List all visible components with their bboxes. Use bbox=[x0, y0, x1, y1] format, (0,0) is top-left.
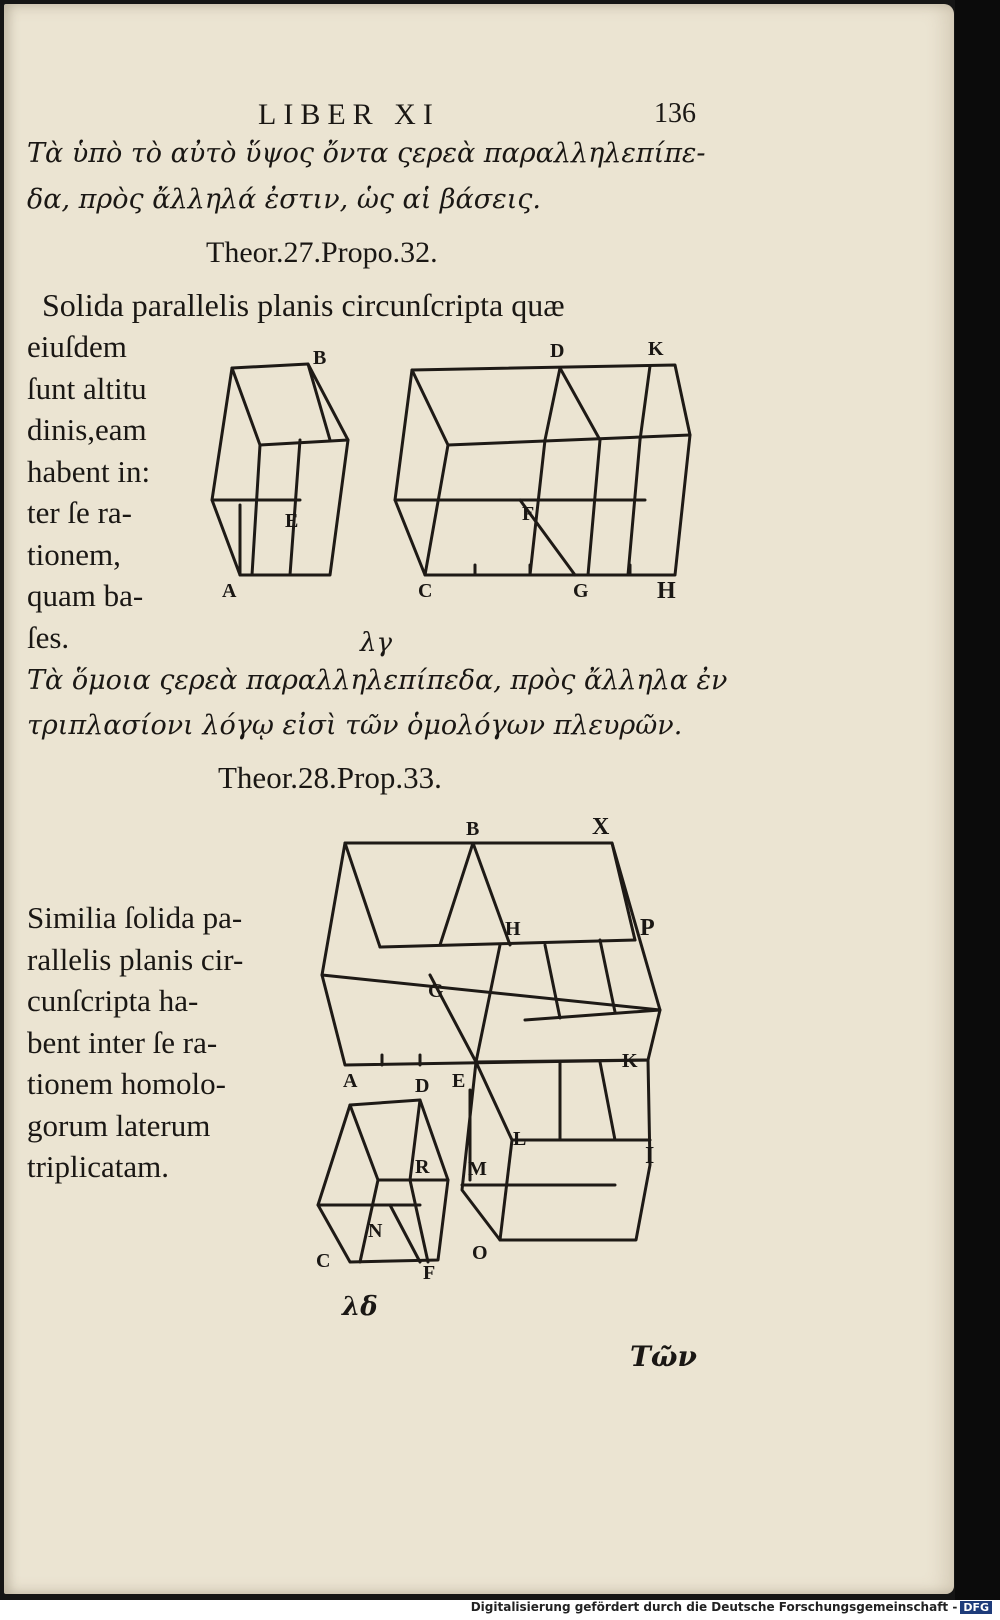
running-title: LIBER XI bbox=[258, 98, 440, 131]
proposition-32-line: tionem, bbox=[27, 536, 121, 572]
fig1-label: B bbox=[313, 347, 327, 369]
fig2-edge bbox=[600, 1062, 615, 1140]
fig2-label: A bbox=[343, 1070, 358, 1092]
fig2-edge bbox=[545, 945, 560, 1018]
catchword: Τῶν bbox=[630, 1340, 697, 1373]
page-number: 136 bbox=[654, 98, 696, 129]
fig2-label: E bbox=[452, 1070, 466, 1092]
proposition-32-line: quam ba- bbox=[27, 578, 144, 613]
fig1-label: C bbox=[418, 580, 433, 602]
proposition-33-line: tionem homolo- bbox=[27, 1066, 226, 1101]
fig2-label: I bbox=[645, 1143, 655, 1169]
proposition-33-line: bent inter ſe ra- bbox=[27, 1024, 218, 1060]
fig2-label: D bbox=[415, 1075, 430, 1097]
proposition-33-line: gorum laterum bbox=[27, 1107, 211, 1143]
fig1-label: E bbox=[285, 510, 299, 532]
fig2-label: P bbox=[640, 915, 655, 941]
greek-proposition-number-34: λδ bbox=[342, 1292, 378, 1322]
proposition-32-line: ſes. bbox=[27, 619, 70, 655]
fig2-edge bbox=[390, 1205, 420, 1262]
proposition-33-line: Similia ſolida pa- bbox=[27, 900, 243, 935]
fig2-label: R bbox=[415, 1156, 430, 1178]
fig1-label: F bbox=[522, 503, 535, 525]
footer-text: Digitalisierung gefördert durch die Deutsche Forschungsgemeinschaft - bbox=[470, 1600, 958, 1614]
fig2-label: N bbox=[368, 1220, 383, 1242]
proposition-32-line: ter ſe ra- bbox=[27, 495, 132, 530]
greek-enunciation-1-line-1: Τὰ ὑπὸ τὸ αὐτὸ ὕψος ὄντα ςερεὰ παραλληλεπίπε- bbox=[27, 138, 706, 169]
fig2-label: G bbox=[428, 980, 444, 1002]
proposition-33-line: cunſcripta ha- bbox=[27, 983, 199, 1018]
fig2-large-outline bbox=[322, 843, 660, 1065]
proposition-33-line: rallelis planis cir- bbox=[27, 941, 244, 977]
digitization-footer bbox=[471, 1600, 992, 1614]
proposition-32-line: eiuſdem bbox=[27, 329, 127, 364]
fig1-label: G bbox=[573, 580, 589, 602]
fig1-label: K bbox=[648, 338, 664, 360]
fig2-label: B bbox=[466, 818, 480, 840]
fig1-label: D bbox=[550, 340, 565, 362]
fig2-edge bbox=[525, 1010, 660, 1020]
fig2-label: X bbox=[592, 814, 610, 840]
fig2-edge bbox=[440, 843, 473, 945]
greek-enunciation-2-line-2: τριπλασίονι λόγῳ εἰσὶ τῶν ὁμολόγων πλευρῶν. bbox=[27, 710, 683, 741]
fig2-label: F bbox=[423, 1262, 436, 1284]
fig2-edge bbox=[612, 843, 635, 940]
fig2-label: M bbox=[468, 1158, 487, 1180]
fig2-label: O bbox=[472, 1242, 488, 1264]
fig2-edge bbox=[500, 1140, 512, 1240]
greek-enunciation-1-line-2: δα, πρὸς ἄλληλά ἐστιν, ὡς αἱ βάσεις. bbox=[27, 184, 541, 215]
fig2-label: K bbox=[622, 1050, 638, 1072]
fig2-lower-outline bbox=[462, 1060, 650, 1240]
fig2-label: C bbox=[316, 1250, 331, 1272]
greek-proposition-number-33: λγ bbox=[360, 628, 393, 658]
fig2-edge bbox=[476, 945, 500, 1062]
fig2-edge bbox=[345, 843, 380, 947]
fig1-label: H bbox=[657, 578, 676, 604]
proposition-32-line: habent in: bbox=[27, 453, 151, 489]
proposition-32-line: ſunt altitu bbox=[27, 370, 147, 406]
theorem-heading-27: Theor.27.Propo.32. bbox=[206, 236, 438, 269]
greek-enunciation-2-line-1: Τὰ ὅμοια ςερεὰ παραλληλεπίπεδα, πρὸς ἄλληλα ἐν bbox=[27, 665, 728, 696]
proposition-32-first-line: Solida parallelis planis circunſcripta quæ bbox=[42, 287, 565, 323]
fig2-edge bbox=[600, 940, 615, 1012]
fig1-label: A bbox=[222, 580, 237, 602]
proposition-33-line: triplicatam. bbox=[27, 1149, 170, 1184]
theorem-heading-28: Theor.28.Prop.33. bbox=[218, 760, 442, 795]
fig2-label: H bbox=[505, 918, 521, 940]
dfg-logo: DFG bbox=[960, 1601, 992, 1614]
proposition-32-line: dinis,eam bbox=[27, 412, 147, 447]
fig2-edge bbox=[350, 1105, 378, 1180]
fig2-label: L bbox=[513, 1128, 527, 1150]
fig2-edge bbox=[476, 1062, 512, 1140]
